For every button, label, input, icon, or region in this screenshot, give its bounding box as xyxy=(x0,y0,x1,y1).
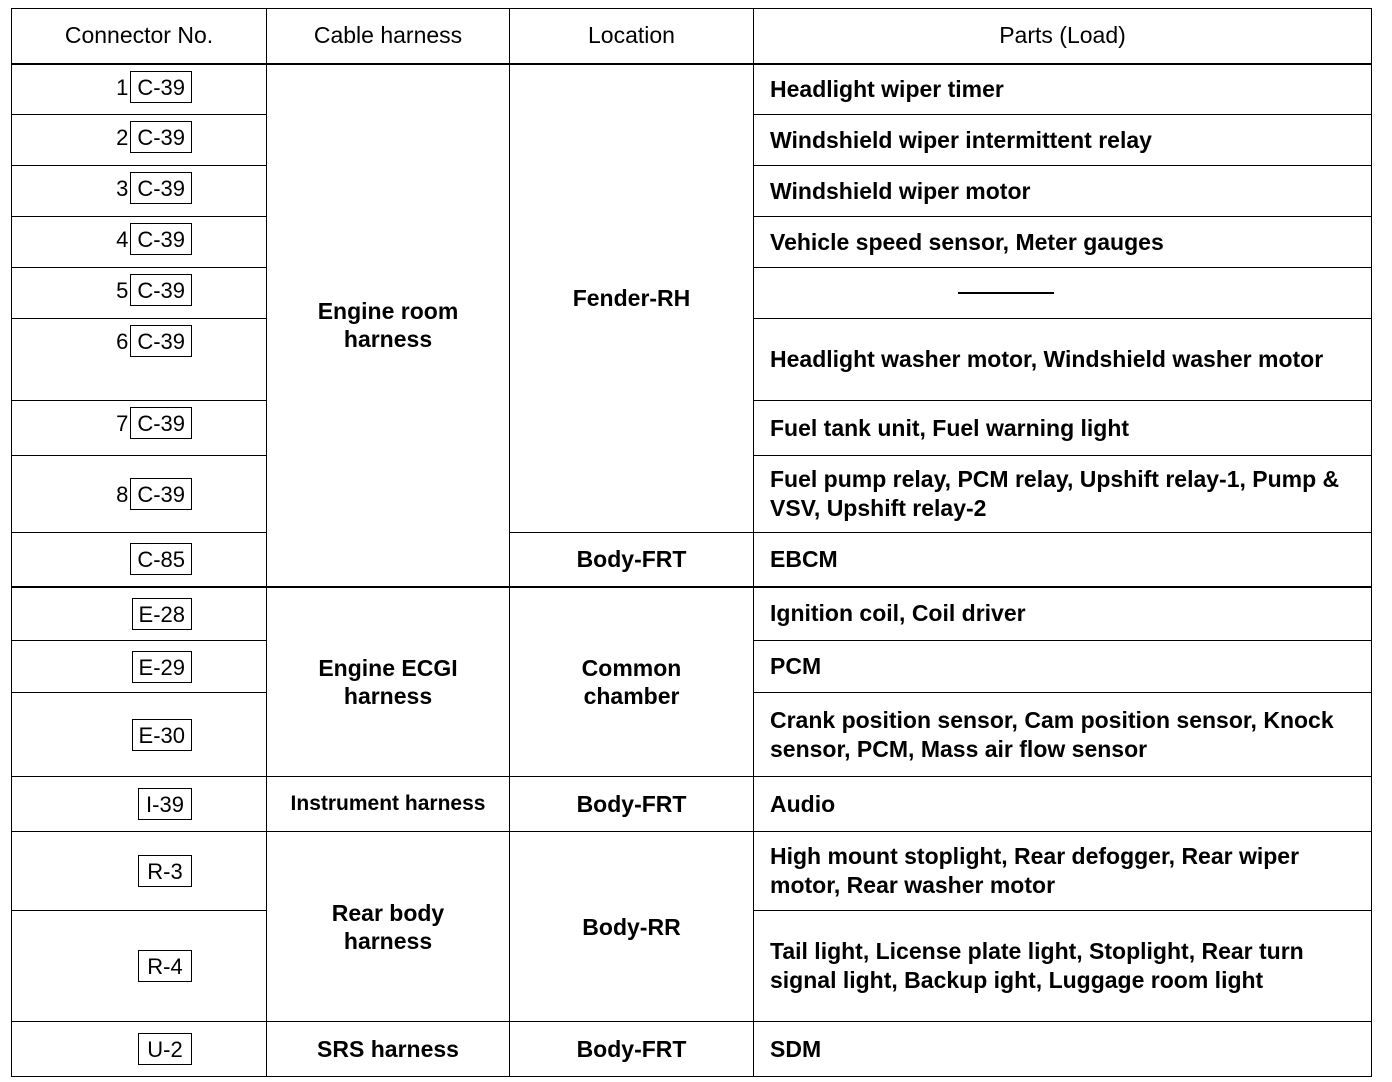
connector-table xyxy=(11,8,1372,1077)
location-body-frt: Body-FRT xyxy=(510,1022,754,1077)
location-body-frt: Body-FRT xyxy=(510,533,754,587)
table-row xyxy=(12,777,1372,832)
connector-code: E-29 xyxy=(132,651,192,683)
header-location: Location xyxy=(510,9,754,64)
table-row xyxy=(12,832,1372,911)
location-body-rr: Body-RR xyxy=(510,832,754,1022)
connector-cell xyxy=(12,641,267,693)
parts-cell: SDM xyxy=(754,1022,1372,1077)
connector-cell xyxy=(12,115,267,166)
header-cable-harness: Cable harness xyxy=(267,9,510,64)
parts-cell: Crank position sensor, Cam position sensor, Knock sensor, PCM, Mass air flow sensor xyxy=(754,693,1372,777)
table-row xyxy=(12,587,1372,641)
connector-cell xyxy=(12,832,267,911)
connector-code: E-28 xyxy=(132,598,192,630)
location-label: Common chamber xyxy=(581,654,682,709)
parts-cell: Tail light, License plate light, Stoplight, Rear turn signal light, Backup ight, Luggage room light xyxy=(754,911,1372,1022)
connector-cell xyxy=(12,64,267,115)
connector-cell xyxy=(12,401,267,456)
location-body-frt: Body-FRT xyxy=(510,777,754,832)
connector-code: C-39 xyxy=(130,325,192,357)
connector-code: R-4 xyxy=(138,950,192,982)
connector-code: C-39 xyxy=(130,223,192,255)
parts-cell: Windshield wiper intermittent relay xyxy=(754,115,1372,166)
parts-cell: High mount stoplight, Rear defogger, Rear wiper motor, Rear washer motor xyxy=(754,832,1372,911)
location-common-chamber xyxy=(510,587,754,777)
connector-code: C-39 xyxy=(130,478,192,510)
connector-number: 8 xyxy=(116,482,129,507)
connector-cell xyxy=(12,319,267,401)
connector-code: C-39 xyxy=(130,121,192,153)
connector-number: 7 xyxy=(116,411,129,436)
harness-rear-body xyxy=(267,832,510,1022)
harness-engine-room xyxy=(267,64,510,587)
connector-number: 4 xyxy=(116,227,129,252)
dash-placeholder xyxy=(958,292,1054,294)
parts-cell: Audio xyxy=(754,777,1372,832)
table-row xyxy=(12,533,1372,587)
harness-srs: SRS harness xyxy=(267,1022,510,1077)
connector-cell xyxy=(12,217,267,268)
parts-cell-empty xyxy=(754,268,1372,319)
connector-number: 6 xyxy=(116,329,129,354)
connector-cell xyxy=(12,268,267,319)
connector-code: I-39 xyxy=(138,788,192,820)
connector-cell xyxy=(12,777,267,832)
connector-code: R-3 xyxy=(138,855,192,887)
parts-cell: Headlight washer motor, Windshield washer motor xyxy=(754,319,1372,401)
connector-number: 3 xyxy=(116,176,129,201)
connector-number: 5 xyxy=(116,278,129,303)
connector-cell xyxy=(12,533,267,587)
connector-number: 2 xyxy=(116,125,129,150)
parts-cell: PCM xyxy=(754,641,1372,693)
connector-number: 1 xyxy=(116,74,129,100)
connector-code: E-30 xyxy=(132,719,192,751)
parts-cell: Windshield wiper motor xyxy=(754,166,1372,217)
connector-code: C-39 xyxy=(130,71,192,103)
parts-cell: Fuel tank unit, Fuel warning light xyxy=(754,401,1372,456)
header-parts: Parts (Load) xyxy=(754,9,1372,64)
harness-label: Rear body harness xyxy=(331,899,445,954)
harness-engine-ecgi xyxy=(267,587,510,777)
parts-cell: Fuel pump relay, PCM relay, Upshift relay-1, Pump & VSV, Upshift relay-2 xyxy=(754,456,1372,533)
harness-label: Engine room harness xyxy=(317,298,459,352)
table-row xyxy=(12,1022,1372,1077)
parts-cell: Vehicle speed sensor, Meter gauges xyxy=(754,217,1372,268)
connector-cell xyxy=(12,456,267,533)
parts-cell: Headlight wiper timer xyxy=(754,64,1372,115)
harness-label: Engine ECGI harness xyxy=(318,654,458,709)
table-row xyxy=(12,64,1372,115)
connector-cell xyxy=(12,693,267,777)
connector-code: C-85 xyxy=(130,543,192,575)
location-fender-rh: Fender-RH xyxy=(510,64,754,533)
connector-code: C-39 xyxy=(130,172,192,204)
connector-cell xyxy=(12,1022,267,1077)
connector-code: C-39 xyxy=(130,407,192,439)
parts-cell: Ignition coil, Coil driver xyxy=(754,587,1372,641)
connector-code: U-2 xyxy=(138,1033,192,1065)
header-connector-no: Connector No. xyxy=(12,9,267,64)
connector-cell xyxy=(12,166,267,217)
connector-cell xyxy=(12,911,267,1022)
connector-cell xyxy=(12,587,267,641)
connector-code: C-39 xyxy=(130,274,192,306)
harness-instrument: Instrument harness xyxy=(267,777,510,832)
parts-cell: EBCM xyxy=(754,533,1372,587)
